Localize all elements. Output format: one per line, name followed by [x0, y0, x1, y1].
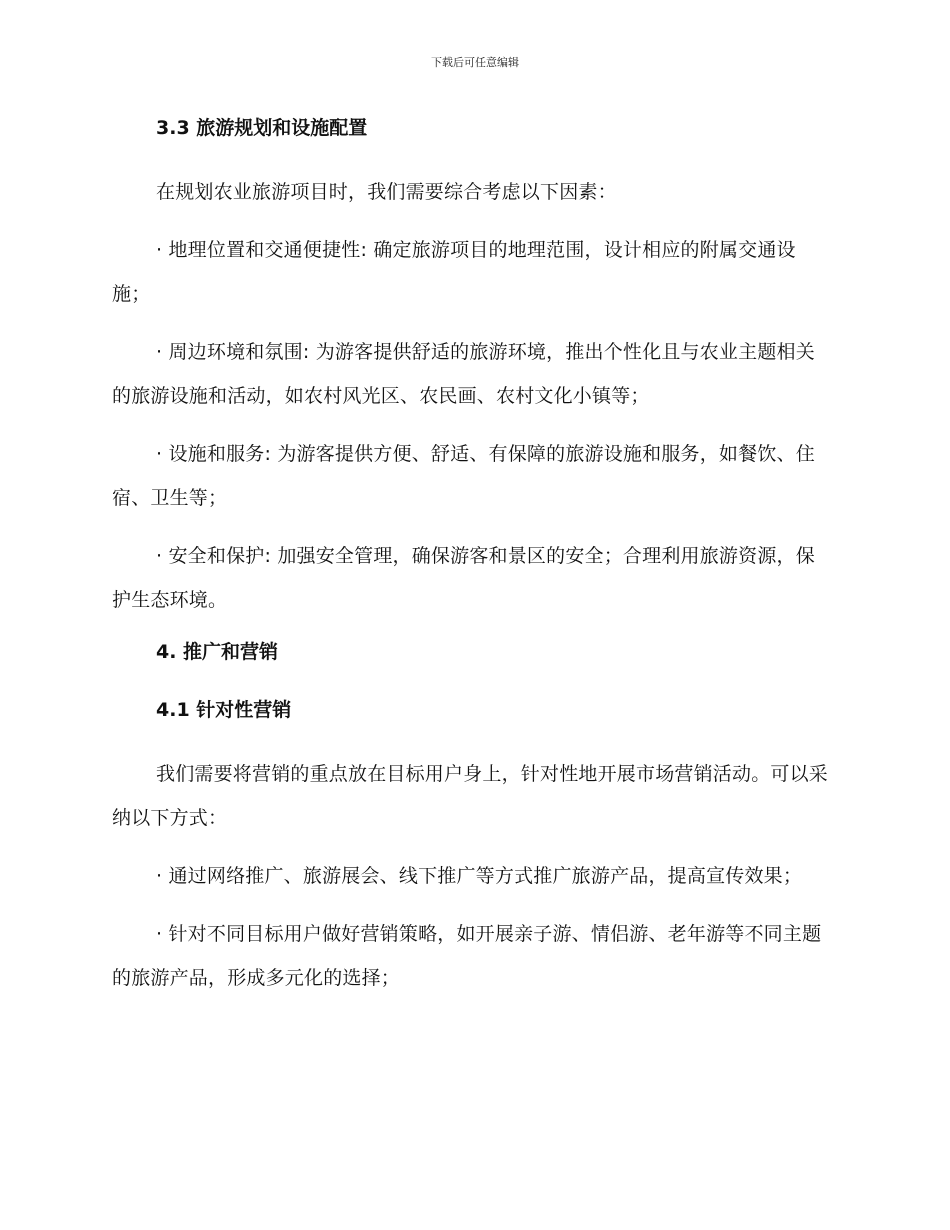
section-heading-4-1: 4.1 针对性营销 — [156, 699, 292, 721]
section-heading-3-3: 3.3 旅游规划和设施配置 — [156, 117, 368, 139]
bullet-paragraph: · 针对不同目标用户做好营销策略，如开展亲子游、情侣游、老年游等不同主题的旅游产品，形成多元化的选择； — [112, 923, 822, 989]
section-intro-paragraph: 在规划农业旅游项目时，我们需要综合考虑以下因素： — [156, 181, 617, 203]
bullet-paragraph: · 通过网络推广、旅游展会、线下推广等方式推广旅游产品，提高宣传效果； — [156, 865, 803, 887]
bullet-paragraph: · 设施和服务: 为游客提供方便、舒适、有保障的旅游设施和服务，如餐饮、住宿、卫生等； — [112, 443, 815, 509]
bullet-paragraph: · 安全和保护: 加强安全管理，确保游客和景区的安全；合理利用旅游资源，保护生态环境。 — [112, 545, 815, 611]
page-header: 下载后可任意编辑 — [431, 56, 519, 69]
bullet-paragraph: · 周边环境和氛围: 为游客提供舒适的旅游环境，推出个性化且与农业主题相关的旅游设施和活动，如农村风光区、农民画、农村文化小镇等； — [112, 341, 815, 407]
document-body — [112, 112, 834, 1000]
section-intro-paragraph: 我们需要将营销的重点放在目标用户身上，针对性地开展市场营销活动。可以采纳以下方式： — [112, 763, 829, 829]
bullet-paragraph: · 地理位置和交通便捷性: 确定旅游项目的地理范围，设计相应的附属交通设施； — [112, 239, 796, 305]
section-heading-4: 4. 推广和营销 — [156, 641, 279, 663]
